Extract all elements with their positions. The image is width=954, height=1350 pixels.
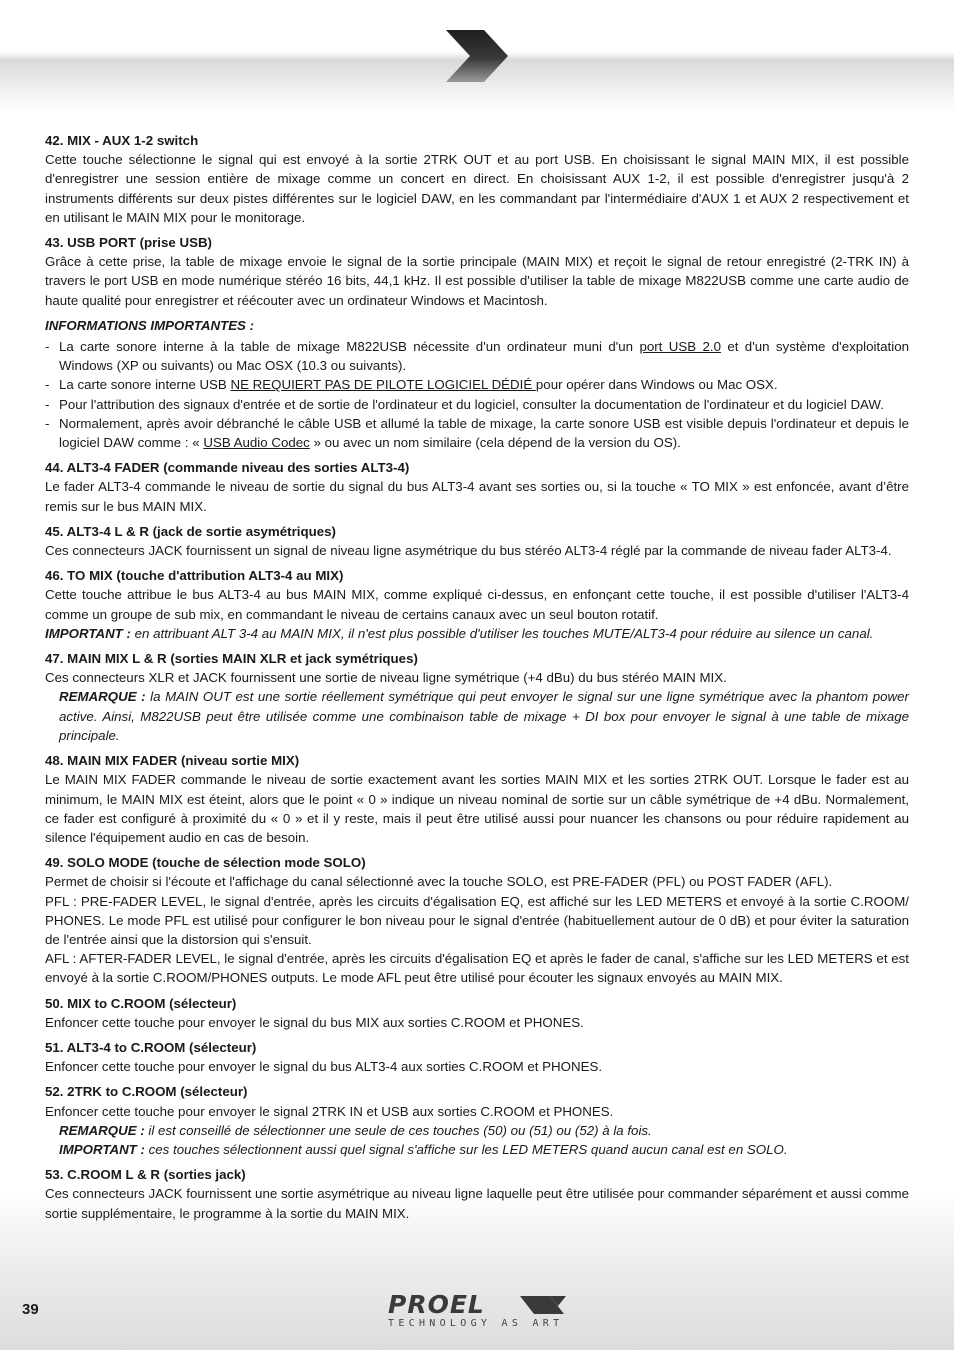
logo-arrow-icon [520, 1294, 566, 1316]
driver-note-link[interactable]: NE REQUIERT PAS DE PILOTE LOGICIEL DÉDIÉ [230, 377, 536, 393]
section-text: Ces connecteurs XLR et JACK fournissent une sortie de niveau ligne symétrique (+4 dBu) du bus stéréo MAIN MIX. [45, 670, 727, 686]
section-heading: 43. USB PORT (prise USB) [45, 235, 212, 251]
section-text: Grâce à cette prise, la table de mixage envoie le signal de la sortie principale (MAIN MIX) et reçoit le signal de retour enregistré (2-TRK IN) à travers le port USB en mode numérique stéréo 16 bits, 44,1 kHz. Il est possible d'utiliser la table de mixage M822USB comme une carte audio de haute qualité pour enregistrer et réécouter avec un ordinateur Windows et Macintosh. [45, 254, 909, 308]
section-heading: 53. C.ROOM L & R (sorties jack) [45, 1167, 246, 1183]
remark-note: REMARQUE : il est conseillé de sélectionner une seule de ces touches (50) ou (51) ou (52) à la fois. [59, 1122, 652, 1138]
section-text: AFL : AFTER-FADER LEVEL, le signal d'entrée, après les circuits d'égalisation EQ et après le fader de canal, s'affiche sur les LED METERS et est envoyé à la sortie C.ROOM/PHONES outputs. Le mode AFL peut être utilisé pour écouter les signaux envoyés au MAIN MIX. [45, 951, 909, 986]
section-heading: 45. ALT3-4 L & R (jack de sortie asymétriques) [45, 523, 336, 539]
logo-wordmark: PROEL [388, 1290, 485, 1319]
remark-note: REMARQUE : la MAIN OUT est une sortie réellement symétrique qui peut envoyer le signal sur une ligne symétrique avec la phantom power active. Ainsi, M822USB peut être utilisée comme une combinaison table de mixage + DI box pour envoyer le signal à une table de mixage principale. [59, 689, 909, 743]
logo-tagline: TECHNOLOGY AS ART [388, 1318, 564, 1329]
section-heading: 49. SOLO MODE (touche de sélection mode SOLO) [45, 855, 366, 871]
document-body [45, 131, 909, 1223]
important-note: IMPORTANT : ces touches sélectionnent aussi quel signal s'affiche sur les LED METERS quand aucun canal est en SOLO. [59, 1141, 788, 1157]
chevron-right-icon [440, 26, 512, 86]
list-item: - Normalement, après avoir débranché le câble USB et allumé la table de mixage, la carte sonore USB est visible depuis l'ordinateur et depuis le logiciel DAW comme : « USB Audio Codec » ou avec un nom similaire (cela dépend de la version du OS). [45, 415, 909, 451]
proel-logo [386, 1290, 572, 1334]
section-text: Enfoncer cette touche pour envoyer le signal du bus ALT3-4 aux sorties C.ROOM et PHONES. [45, 1059, 603, 1075]
section-heading: 46. TO MIX (touche d'attribution ALT3-4 au MIX) [45, 568, 344, 584]
list-item: - La carte sonore interne USB NE REQUIERT PAS DE PILOTE LOGICIEL DÉDIÉ pour opérer dans Windows ou Mac OSX. [45, 377, 778, 393]
section-text: Cette touche sélectionne le signal qui est envoyé à la sortie 2TRK OUT et au port USB. En choisissant le signal MAIN MIX, il est possible d'enregistrer une session entière de mixage comme un concert en direct. En choisissant AUX 1-2, il est possible d'enregistrer jusqu'à 2 instruments différents sur deux pistes différentes sur le logiciel DAW, en les commandant par l'intermédiaire d'AUX 1 et AUX 2 respectivement et en utilisant le MAIN MIX pour le monitorage. [45, 152, 909, 225]
section-heading: 44. ALT3-4 FADER (commande niveau des sorties ALT3-4) [45, 460, 410, 476]
section-text: Ces connecteurs JACK fournissent une sortie asymétrique au niveau ligne laquelle peut être utilisée pour commander séparément et aussi comme sortie supplémentaire, le programme à la sortie du MAIN MIX. [45, 1186, 909, 1221]
usb-audio-codec-link[interactable]: USB Audio Codec [203, 435, 310, 451]
section-text: Le fader ALT3-4 commande le niveau de sortie du signal du bus ALT3-4 avant ses sorties ou, si la touche « TO MIX » est enfoncée, avant d’être remis sur le bus MAIN MIX. [45, 479, 909, 514]
section-text: Enfoncer cette touche pour envoyer le signal du bus MIX aux sorties C.ROOM et PHONES. [45, 1014, 584, 1030]
page-number: 39 [22, 1301, 39, 1318]
list-item: - Pour l'attribution des signaux d'entrée et de sortie de l'ordinateur et du logiciel, consulter la documentation de l'ordinateur et du logiciel DAW. [45, 396, 884, 412]
section-text: Cette touche attribue le bus ALT3-4 au bus MAIN MIX, comme expliqué ci-dessus, en enfonçant cette touche, il est possible d'utiliser l'ALT3-4 comme un groupe de sub mix, en commandant le niveau de certains canaux avec un seul bouton rotatif. [45, 587, 909, 622]
section-heading: 42. MIX - AUX 1-2 switch [45, 133, 199, 148]
section-heading: 51. ALT3-4 to C.ROOM (sélecteur) [45, 1039, 257, 1055]
section-heading: 47. MAIN MIX L & R (sorties MAIN XLR et jack symétriques) [45, 651, 418, 667]
usb-requirement-link[interactable]: port USB 2.0 [639, 339, 721, 355]
section-heading: 48. MAIN MIX FADER (niveau sortie MIX) [45, 753, 300, 769]
important-note: IMPORTANT : en attribuant ALT 3-4 au MAIN MIX, il n'est plus possible d'utiliser les touches MUTE/ALT3-4 pour réduire au silence un canal. [45, 625, 874, 641]
section-text: Ces connecteurs JACK fournissent un signal de niveau ligne asymétrique du bus stéréo ALT3-4 réglé par la commande de niveau fader ALT3-4. [45, 543, 892, 559]
section-heading: 52. 2TRK to C.ROOM (sélecteur) [45, 1084, 248, 1100]
section-text: Enfoncer cette touche pour envoyer le signal 2TRK IN et USB aux sorties C.ROOM et PHONES. [45, 1103, 614, 1119]
info-title: INFORMATIONS IMPORTANTES : [45, 317, 255, 333]
list-item: - La carte sonore interne à la table de mixage M822USB nécessite d'un ordinateur muni d'un port USB 2.0 et d'un système d'exploitation Windows (XP ou suivants) ou Mac OSX (10.3 ou suivants). [45, 339, 909, 374]
section-heading: 50. MIX to C.ROOM (sélecteur) [45, 995, 237, 1011]
important-notes-list [45, 337, 909, 452]
section-text: PFL : PRE-FADER LEVEL, le signal d'entrée, après les circuits d'égalisation EQ, est affiché sur les LED METERS et envoyé à la sortie C.ROOM/ PHONES. Le mode PFL est utilisé pour configurer le bon niveau pour le signal d'entrée (habituellement autour de 0 dB) et pour éviter la saturation de l'entrée ainsi que la distorsion qui s'ensuit. [45, 893, 909, 947]
section-text: Le MAIN MIX FADER commande le niveau de sortie exactement avant les sorties MAIN MIX et les sorties 2TRK OUT. Lorsque le fader est au minimum, le MAIN MIX est éteint, alors que le point « 0 » indique un niveau nominal de sortie sur un câble symétrique de +4 dBu. Normalement, ce fader est configuré à proximité du « 0 » et il y reste, mais il peut être utilisé aussi pour nuancer les chansons ou pour réduire rapidement au silence l'équipement audio en cas de besoin. [45, 772, 909, 845]
section-text: Permet de choisir si l'écoute et l'affichage du canal sélectionné avec la touche SOLO, est PRE-FADER (PFL) ou POST FADER (AFL). [45, 874, 833, 890]
